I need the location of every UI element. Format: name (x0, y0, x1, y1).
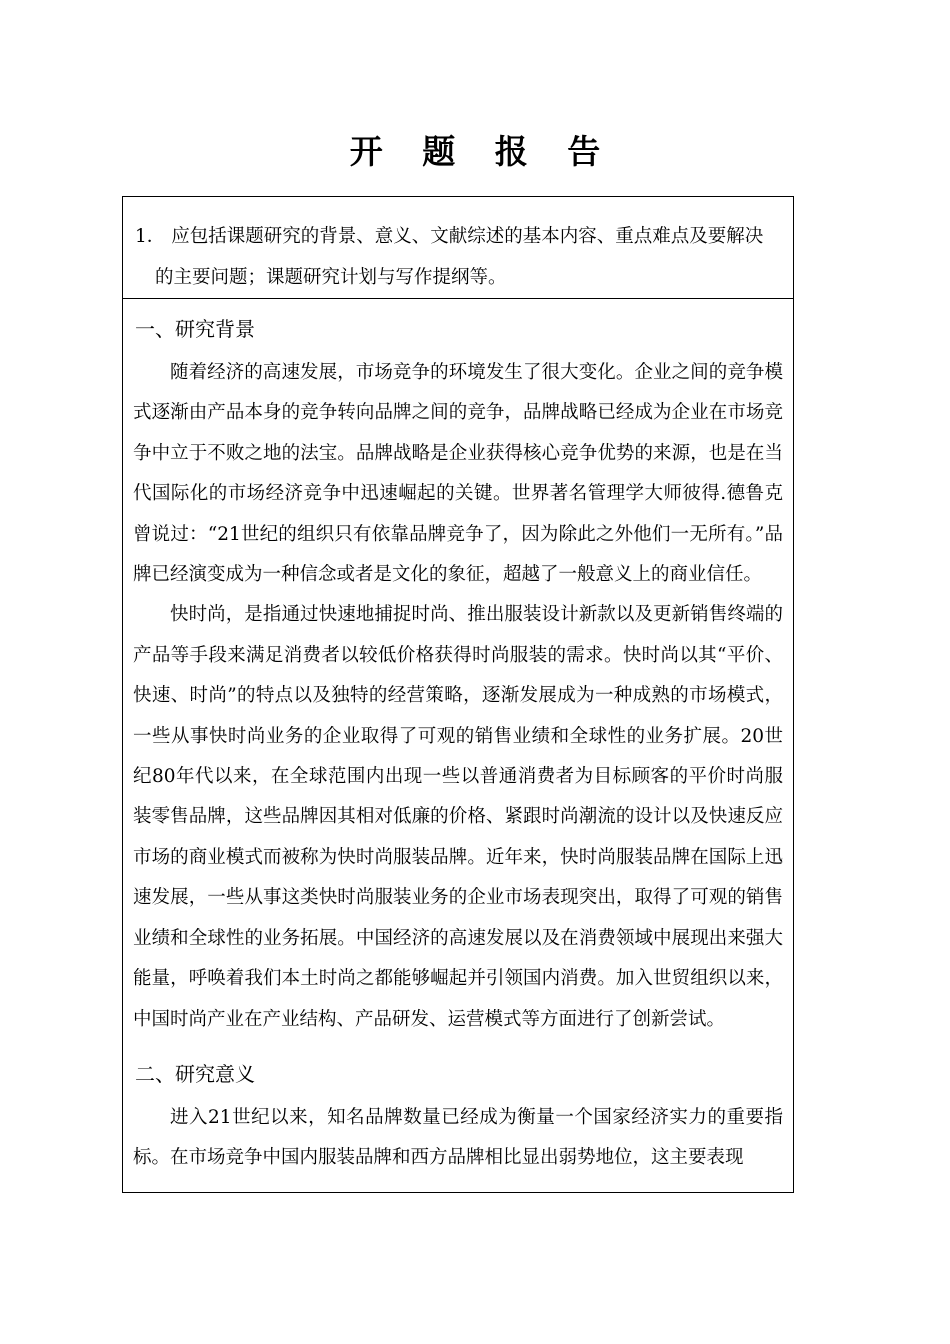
page-title: 开 题 报 告 (349, 132, 615, 171)
instruction-line-2: 的主要问题；课题研究计划与写作提纲等。 (155, 267, 507, 288)
section-heading-background: 一、研究背景 (135, 317, 255, 341)
instruction-number: 1． (135, 226, 166, 247)
paragraph-background-2: 快时尚，是指通过快速地捕捉时尚、推出服装设计新款以及更新销售终端的产品等手段来满足消费者以较低价格获得时尚服装的需求。快时尚以其“平价、快速、时尚”的特点以及独特的经营策略，逐渐发展成为一种成熟的市场模式，一些从事快时尚业务的企业取得了可观的销售业绩和全球性的业务扩展。20世纪80年代以来，在全球范围内出现一些以普通消费者为目标顾客的平价时尚服装零售品牌，这些品牌因其相对低廉的价格、紧跟时尚潮流的设计以及快速反应市场的商业模式而被称为快时尚服装品牌。近年来，快时尚服装品牌在国际上迅速发展，一些从事这类快时尚服装业务的企业市场表现突出，取得了可观的销售业绩和全球性的业务拓展。中国经济的高速发展以及在消费领域中展现出来强大能量，呼唤着我们本土时尚之都能够崛起并引领国内消费。加入世贸组织以来，中国时尚产业在产业结构、产品研发、运营模式等方面进行了创新尝试。 (133, 604, 783, 1030)
instruction-line-1 (135, 216, 783, 257)
instruction-row (123, 197, 793, 299)
content-cell (123, 299, 793, 1179)
section-heading-significance: 二、研究意义 (135, 1061, 255, 1086)
instruction-text-1: 应包括课题研究的背景、意义、文献综述的基本内容、重点难点及要解决 (171, 226, 764, 247)
report-table (122, 196, 794, 1193)
paragraph-significance-1: 进入21世纪以来，知名品牌数量已经成为衡量一个国家经济实力的重要指标。在市场竞争中国内服装品牌和西方品牌相比显出弱势地位，这主要表现 (133, 1106, 783, 1169)
paragraph-background-1: 随着经济的高速发展，市场竞争的环境发生了很大变化。企业之间的竞争模式逐渐由产品本身的竞争转向品牌之间的竞争，品牌战略已经成为企业在市场竞争中立于不败之地的法宝。品牌战略是企业获得核心竞争优势的来源，也是在当代国际化的市场经济竞争中迅速崛起的关键。世界著名管理学大师彼得.德鲁克曾说过：“21世纪的组织只有依靠品牌竞争了，因为除此之外他们一无所有。”品牌已经演变成为一种信念或者是文化的象征，超越了一般意义上的商业信任。 (133, 362, 783, 586)
